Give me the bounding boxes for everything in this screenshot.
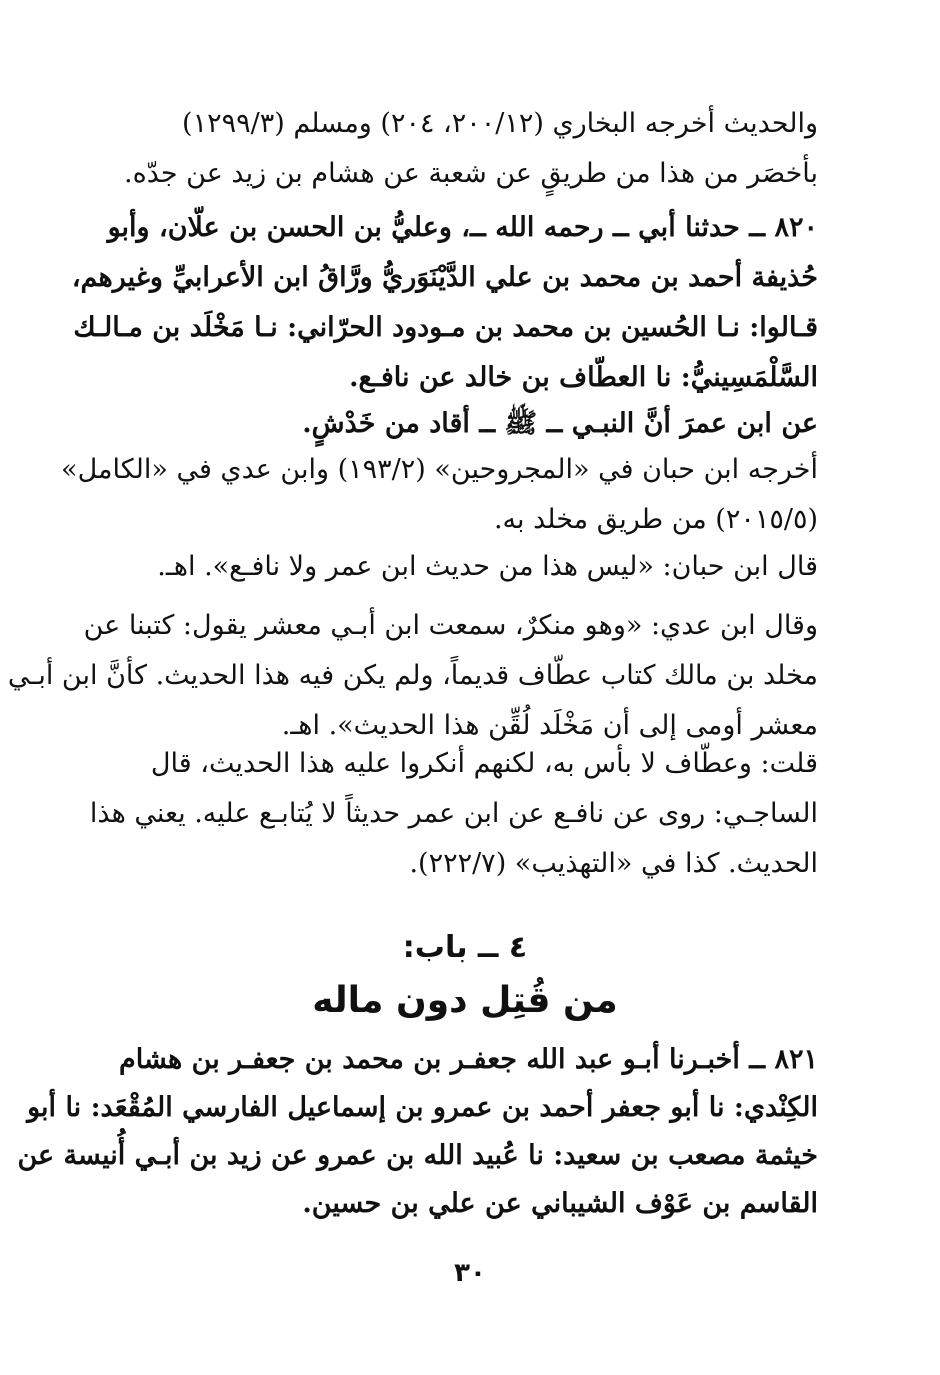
text-line: الساجـي: روى عن نافـع عن ابن عمر حديثاً لا يُتابـع عليه. يعني هذا — [89, 798, 818, 829]
page-number: ٣٠ — [454, 1258, 486, 1288]
text-line: الكِنْدي: نا أبو جعفر أحمد بن عمرو بن إسماعيل الفارسي المُقْعَد: نا أبو — [27, 1092, 818, 1123]
chapter-title: من قُتِل دون ماله — [312, 980, 618, 1021]
text-line: عن ابن عمرَ أنَّ النبـي ــ ﷺ ــ أقاد من خَدْشٍ. — [302, 408, 818, 439]
chapter-number: ٤ ــ باب: — [402, 930, 528, 965]
text-line: قلت: وعطّاف لا بأس به، لكنهم أنكروا عليه هذا الحديث، قال — [150, 748, 818, 779]
text-line: ٨٢٠ ــ حدثنا أبي ــ رحمه الله ــ، وعليُّ بن الحسن بن علّان، وأبو — [107, 212, 818, 243]
text-line: قـالوا: نـا الحُسين بن محمد بن مـودود الحرّاني: نـا مَخْلَد بن مـالـك — [73, 312, 818, 343]
text-line: ٨٢١ ــ أخبـرنا أبـو عبد الله جعفـر بن محمد بن جعفـر بن هشام — [119, 1044, 818, 1075]
text-line: قال ابن حبان: «ليس هذا من حديث ابن عمر ولا نافـع». اهـ. — [157, 551, 818, 582]
text-line: السَّلْمَسِينيُّ: نا العطّاف بن خالد عن نافـع. — [349, 362, 818, 393]
text-line: وقال ابن عدي: «وهو منكرٌ، سمعت ابن أبـي معشر يقول: كتبنا عن — [83, 610, 818, 641]
text-line: والحديث أخرجه البخاري (٢٠٠/١٢، ٢٠٤) ومسلم (١٢٩٩/٣) — [182, 108, 818, 139]
text-line: الحديث. كذا في «التهذيب» (٢٢٢/٧). — [409, 848, 818, 879]
text-line: مخلد بن مالك كتاب عطّاف قديماً، ولم يكن فيه هذا الحديث. كأنَّ ابن أبـي — [7, 660, 818, 691]
text-line: أخرجه ابن حبان في «المجروحين» (١٩٣/٢) وابن عدي في «الكامل» — [61, 454, 818, 485]
text-line: حُذيفة أحمد بن محمد بن علي الدَّيْنَوَريُّ ورَّاقُ ابن الأعرابيِّ وغيرهم، — [71, 262, 818, 293]
text-line: (٢٠١٥/٥) من طريق مخلد به. — [493, 504, 818, 535]
text-line: خيثمة مصعب بن سعيد: نا عُبيد الله بن عمرو عن زيد بن أبـي أُنيسة عن — [17, 1140, 818, 1171]
text-line: بأخصَر من هذا من طريقٍ عن شعبة عن هشام بن زيد عن جدّه. — [123, 158, 818, 189]
text-line: القاسم بن عَوْف الشيباني عن علي بن حسين. — [302, 1188, 818, 1219]
text-line: معشر أومى إلى أن مَخْلَد لُقِّن هذا الحديث». اهـ. — [281, 710, 818, 741]
